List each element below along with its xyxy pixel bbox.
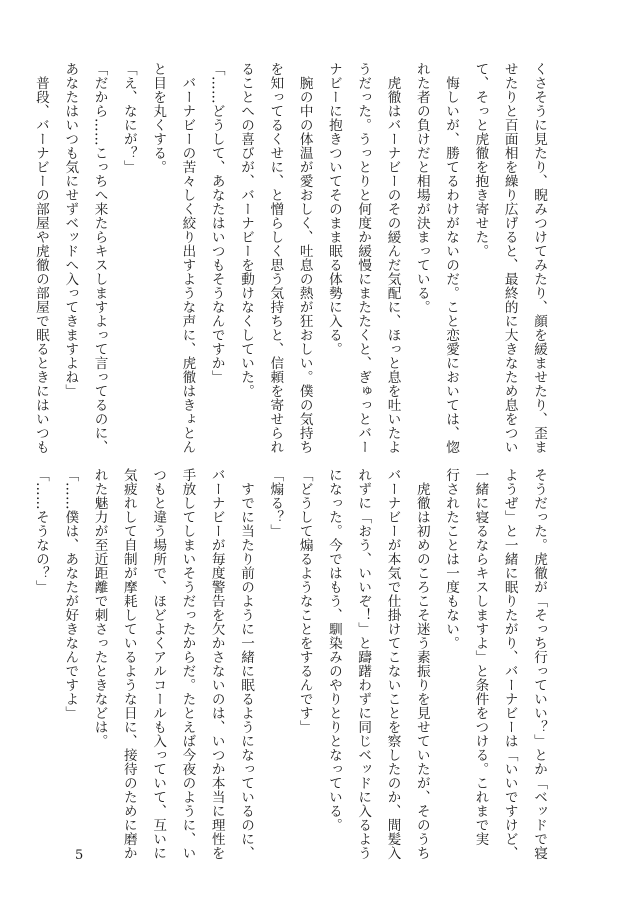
text-line: れずに「おう、いいぞ！」と躊躇わずに同じベッドに入るよう	[355, 468, 372, 860]
text-line: 「え、なにが？」	[120, 62, 137, 174]
text-line: 悔しいが、勝てるわけがないのだ。こと恋愛においては、惚	[443, 62, 460, 454]
text-line: 手放してしまいそうだったからだ。たとえば今夜のように、い	[179, 468, 196, 860]
text-block-bottom	[32, 468, 553, 860]
text-line: を知ってるくせに、と憎らしく思う気持ちと、信頼を寄せられ	[267, 62, 284, 454]
text-line: れた魅力が至近距離で刺さったときなどは。	[91, 468, 108, 748]
text-line: 「どうして煽るようなことをするんです」	[296, 468, 313, 734]
text-line: になった。今ではもう、馴染みのやりとりとなっている。	[325, 468, 342, 832]
text-line: 行されたことは一度もない。	[443, 468, 460, 650]
text-line: て、そっと虎徹を抱き寄せた。	[472, 62, 489, 258]
text-line: 気疲れして自制が摩耗しているような日に、接待のために磨か	[120, 468, 137, 860]
page-number: 5	[75, 848, 84, 863]
text-line: そうだった。虎徹が「そっち行っていい？」とか「ベッドで寝	[531, 468, 547, 860]
text-line: すでに当たり前のように一緒に眠るようになっているのに、	[238, 468, 255, 860]
text-line: 「……そうなの？」	[32, 468, 49, 594]
text-line: 「だから……こっちへ来たらキスしますよって言ってるのに、	[91, 62, 108, 454]
text-line: と目を丸くする。	[150, 62, 167, 174]
text-line: 普段、バーナビーの部屋や虎徹の部屋で眠るときにはいつも	[32, 62, 49, 454]
text-line: 虎徹は初めのころこそ迷う素振りを見せていたが、そのうち	[413, 468, 430, 860]
text-line: うだった。うっとりと何度か緩慢にまたたくと、ぎゅっとバー	[355, 62, 372, 454]
text-line: つもと違う場所で、ほどよくアルコールも入っていて、互いに	[150, 468, 167, 860]
text-line: 一緒に寝るならキスしますよ」と条件をつける。これまで実	[472, 468, 489, 846]
text-line: 腕の中の体温が愛おしく、吐息の熱が狂おしい。僕の気持ち	[296, 62, 313, 454]
text-line: バーナビーが本気で仕掛けてこないことを察したのか、間髪入	[384, 468, 401, 860]
text-line: 「煽る？」	[267, 468, 284, 538]
text-line: れた者の負けだと相場が決まっている。	[413, 62, 430, 314]
text-block-top	[32, 62, 553, 454]
text-line: 虎徹はバーナビーのその緩んだ気配に、ほっと息を吐いたよ	[384, 62, 401, 454]
text-line: せたりと百面相を繰り広げると、最終的に大きなため息をつい	[501, 62, 518, 454]
text-line: あなたはいつも気にせずベッドへ入ってきますよね」	[62, 62, 79, 398]
text-line: 「……僕は、あなたが好きなんですよ」	[62, 468, 79, 720]
text-line: ナビーに抱きついてそのまま眠る体勢に入る。	[325, 62, 342, 356]
text-line: 「……どうして、あなたはいつもそうなんですか」	[208, 62, 225, 384]
text-line: バーナビーが毎度警告を欠かさないのは、いつか本当に理性を	[208, 468, 225, 860]
text-line: くさそうに見たり、睨みつけてみたり、顔を緩ませたり、歪ま	[531, 62, 547, 454]
text-line: ようぜ」と一緒に眠りたがり、バーナビーは「いいですけど、	[501, 468, 518, 860]
text-line: ることへの喜びが、バーナビーを動けなくしていた。	[238, 62, 255, 398]
text-line: バーナビーの苦々しく絞り出すような声に、虎徹はきょとん	[179, 62, 196, 454]
